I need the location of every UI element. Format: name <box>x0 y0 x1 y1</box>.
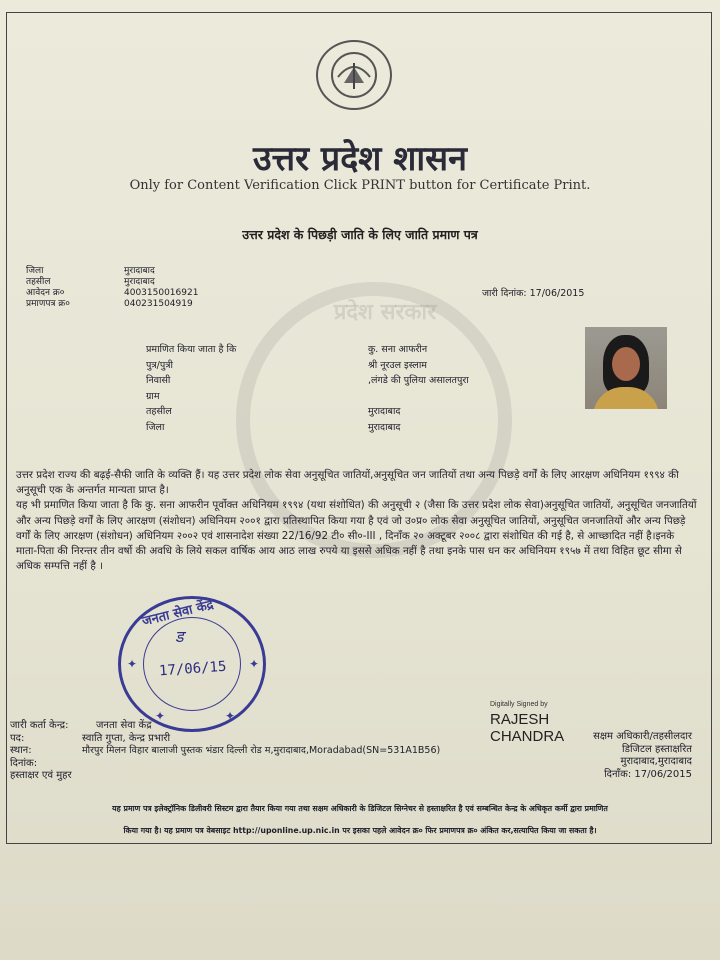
detail-value: मुरादाबाद <box>368 421 401 433</box>
issuer-value: स्वाति गुप्ता, केन्द्र प्रभारी <box>82 732 171 744</box>
meta-value: मुरादाबाद <box>124 266 155 276</box>
issuer-label: स्थान: <box>10 745 32 756</box>
signer-place: मुरादाबाद,मुरादाबाद <box>620 756 692 767</box>
issuer-value: मौरपुर मिलन विहार बालाजी पुस्तक भंडार दिल्ली रोड म,मुरादाबाद,Moradabad(SN=531A1B56) <box>82 745 441 756</box>
detail-value: श्री नूरउल इस्लाम <box>368 359 427 371</box>
meta-label: तहसील <box>26 277 51 287</box>
application-meta <box>26 266 198 310</box>
photo-face <box>612 347 640 381</box>
issuer-label: जारी कर्ता केन्द्र: <box>10 720 69 731</box>
footer-line: किया गया है। यह प्रमाण पत्र वेबसाइट http://uponline.up.nic.in पर इसका पहले आवेदन क्र० फिर प्रमाणपत्र क्र० अंकित कर,सत्यापित किया जा सकता है। <box>123 826 597 835</box>
issuer-label: हस्ताक्षर एवं मुहर <box>10 770 72 781</box>
star-icon: ✦ <box>225 709 236 723</box>
signer-name <box>490 711 564 745</box>
meta-label: आवेदन क्र० <box>26 288 65 298</box>
detail-label: तहसील <box>146 406 172 417</box>
issuing-center-info <box>10 720 440 783</box>
detail-row <box>146 342 469 358</box>
signer-last-name: CHANDRA <box>490 728 565 745</box>
stamp-date: 17/06/15 <box>158 658 227 680</box>
stamp-text: जनता सेवा केंद्र <box>140 597 216 630</box>
meta-value: 040231504919 <box>124 299 193 309</box>
certificate-title: उत्तर प्रदेश के पिछड़ी जाति के लिए जाति प्रमाण पत्र <box>242 227 478 242</box>
body-paragraph: यह भी प्रमाणित किया जाता है कि कु. सना आफरीन पूर्वोक्त अधिनियम १९९४ (यथा संशोधित) की अनुसूची २ (जैसा कि उत्तर प्रदेश लोक सेवा)अनुसूचित जातियों, अनुसूचित जनजातियों और अन्य पिछड़े वर्गों के लिए आरक्षण (संशोधन) अधिनियम २००१ द्वारा प्रतिस्थापित किया गया है एवं जो उ०प्र० लोक सेवा अनुसूचित जातियों, अनुसूचित जनजातियों और अन्य पिछड़े वर्गों के लिए आरक्षण (संशोधन) अधिनियम २००२ एवं शासनादेश संख्या 22/16/92 टी० सी०-III , दिनाँक २० अक्टूबर २००८ द्वारा संशोधित की गई है, से आच्छादित नहीं है।इनके माता-पिता की निरन्तर तीन वर्षो की अवधि के लिये सकल वार्षिक आय आठ लाख रुपये या इससे अधिक नहीं है तथा इनके पास धन कर अधिनियम १९५७ में तथा विहित छूट सीमा से अधिक सम्पत्ति नहीं है । <box>16 499 697 573</box>
meta-value: मुरादाबाद <box>124 277 155 287</box>
watermark-text: प्रदेश सरकार <box>333 300 437 325</box>
meta-label: प्रमाणपत्र क्र० <box>26 299 70 309</box>
star-icon: ✦ <box>127 657 138 671</box>
signer-details <box>588 731 692 781</box>
issuer-row <box>10 758 440 771</box>
issuer-row <box>10 745 440 758</box>
verification-note: Only for Content Verification Click PRINT button for Certificate Print. <box>129 178 591 193</box>
digitally-signed-label: Digitally Signed by <box>490 701 548 708</box>
detail-label: ग्राम <box>146 390 160 402</box>
issuer-label: दिनांक: <box>10 757 38 769</box>
detail-label: प्रमाणित किया जाता है कि <box>146 344 237 355</box>
official-stamp <box>118 596 266 732</box>
detail-label: निवासी <box>146 375 171 386</box>
handwritten-signature: ड <box>175 627 184 646</box>
detail-row <box>146 358 469 374</box>
issuer-row <box>10 720 440 733</box>
certificate-details <box>146 342 469 435</box>
up-government-emblem <box>316 40 392 110</box>
detail-row <box>146 420 469 436</box>
signature-date: दिनाँक: 17/06/2015 <box>604 768 692 780</box>
verification-footer <box>16 798 704 842</box>
detail-row <box>146 389 469 405</box>
applicant-photo <box>585 327 667 409</box>
meta-value: 4003150016921 <box>124 288 199 298</box>
detail-value: मुरादाबाद <box>368 406 401 417</box>
detail-value: ,लंगडे की पुलिया असालतपुरा <box>368 375 469 386</box>
footer-line: यह प्रमाण पत्र इलेक्ट्रॉनिक डिलीवरी सिस्टम द्वारा तैयार किया गया तथा सक्षम अधिकारी के डिजिटल सिग्नेचर से हस्ताक्षरित है एवं सम्बन्धित केन्द्र के अधिकृत कर्मी द्वारा प्रमाणित <box>112 804 608 813</box>
meta-row <box>26 277 198 288</box>
meta-row <box>26 299 198 310</box>
issue-date: जारी दिनांक: 17/06/2015 <box>482 288 585 299</box>
signer-first-name: RAJESH <box>490 711 550 728</box>
star-icon: ✦ <box>249 657 260 671</box>
issuer-value: जनता सेवा केंद्र <box>96 720 152 731</box>
meta-row <box>26 288 198 299</box>
detail-value: कु. सना आफरीन <box>368 344 428 355</box>
issuer-row <box>10 770 440 783</box>
detail-row <box>146 373 469 389</box>
star-icon: ✦ <box>155 709 166 723</box>
detail-row <box>146 404 469 420</box>
meta-label: जिला <box>26 266 44 276</box>
digital-signature-note: डिजिटल हस्ताक्षरित <box>622 743 692 755</box>
photo-body <box>593 387 659 409</box>
body-paragraph: उत्तर प्रदेश राज्य की बढ़ई-सैफी जाति के व्यक्ति हैं। यह उत्तर प्रदेश लोक सेवा अनुसूचित जातियों,अनुसूचित जन जातियों तथा अन्य पिछड़े वर्गों के लिए आरक्षण अधिनियम १९९४ की अनुसूची एक के अन्तर्गत मान्यता प्राप्त है। <box>16 469 679 497</box>
issuer-label: पद: <box>10 732 25 744</box>
meta-row <box>26 266 198 277</box>
certificate-body <box>16 468 698 574</box>
issuer-row <box>10 733 440 746</box>
detail-label: जिला <box>146 421 165 433</box>
detail-label: पुत्र/पुत्री <box>146 359 173 371</box>
signer-designation: सक्षम अधिकारी/तहसीलदार <box>593 731 692 742</box>
page-title: उत्तर प्रदेश शासन <box>252 139 467 179</box>
